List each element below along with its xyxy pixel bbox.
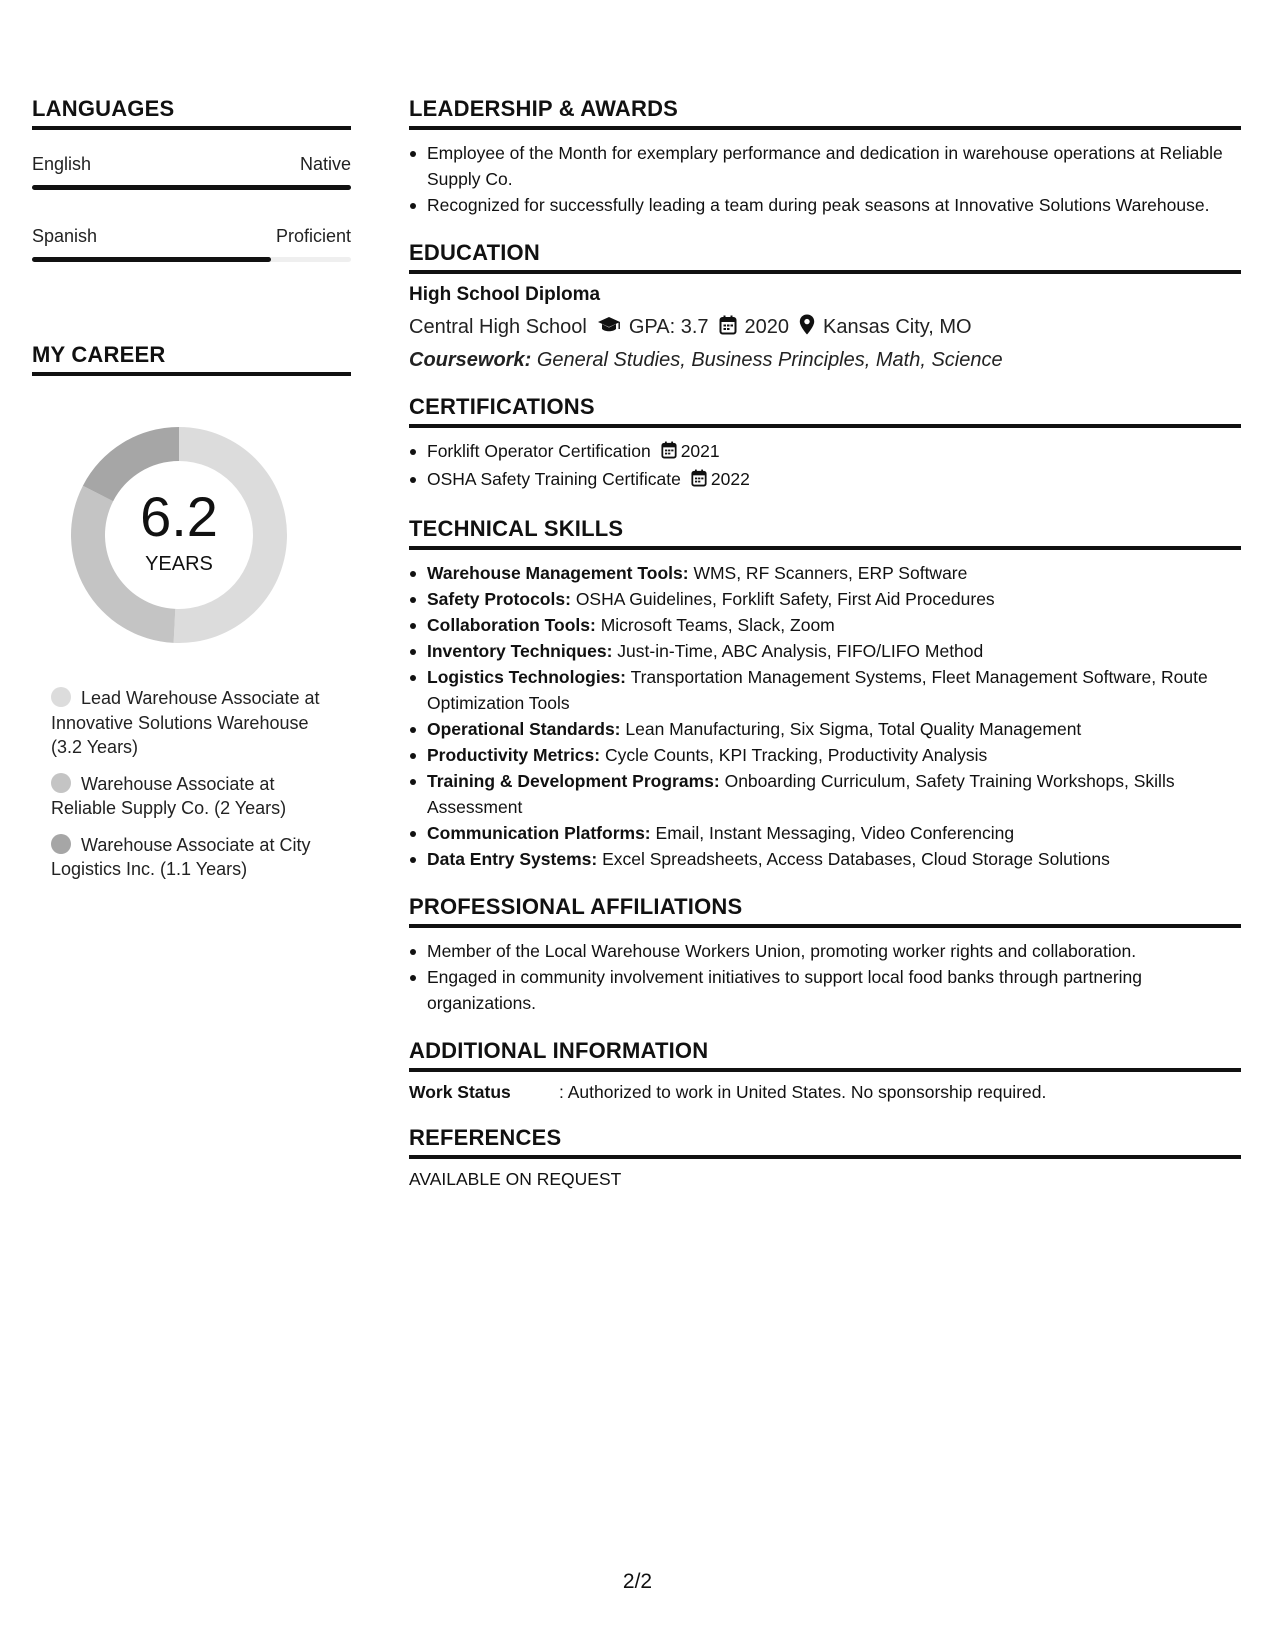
career-legend-item (51, 772, 341, 821)
skill-label: Productivity Metrics: (427, 745, 601, 765)
certifications-section (409, 394, 1241, 494)
skill-label: Inventory Techniques: (427, 641, 613, 661)
list-item (409, 612, 1241, 638)
career-legend (51, 686, 341, 882)
skills-heading: TECHNICAL SKILLS (409, 516, 1241, 550)
language-name: English (32, 154, 92, 174)
affiliations-section (409, 894, 1241, 1016)
list-item (409, 820, 1241, 846)
career-total-years: 6.2 (140, 484, 218, 548)
legend-dot (51, 687, 71, 707)
list-item (409, 716, 1241, 742)
work-status-value: : Authorized to work in United States. No sponsorship required. (559, 1082, 1047, 1102)
graduation-cap-icon (597, 316, 621, 340)
list-item (409, 560, 1241, 586)
skill-label: Communication Platforms: (427, 823, 651, 843)
skill-label: Data Entry Systems: (427, 849, 598, 869)
career-heading: MY CAREER (32, 342, 351, 376)
skill-label: Safety Protocols: (427, 589, 571, 609)
legend-label: Warehouse Associate at City Logistics Inc. (1.1 Years) (51, 834, 311, 879)
language-item (32, 226, 351, 262)
education-section (409, 240, 1241, 372)
skill-text: Just-in-Time, ABC Analysis, FIFO/LIFO Method (617, 641, 984, 661)
left-column (32, 96, 351, 894)
skill-label: Training & Development Programs: (427, 771, 720, 791)
education-school: Central High School (409, 316, 587, 338)
skill-text: Transportation Management Systems, Fleet Management Software, Route Optimization Tools (427, 667, 1208, 713)
legend-dot (51, 773, 71, 793)
education-heading: EDUCATION (409, 240, 1241, 274)
language-bar-fill (32, 185, 351, 190)
list-item: Employee of the Month for exemplary performance and dedication in warehouse operations at Reliable Supply Co. (409, 140, 1241, 192)
coursework-label: Coursework: (409, 349, 532, 371)
right-column (409, 96, 1241, 1212)
work-status-row (409, 1082, 1241, 1103)
language-bar-fill (32, 257, 271, 262)
skill-text: OSHA Guidelines, Forklift Safety, First Aid Procedures (575, 589, 995, 609)
work-status-label: Work Status (409, 1082, 511, 1102)
additional-heading: ADDITIONAL INFORMATION (409, 1038, 1241, 1072)
certifications-heading: CERTIFICATIONS (409, 394, 1241, 428)
career-legend-item (51, 686, 341, 760)
education-gpa: GPA: 3.7 (628, 316, 709, 338)
skill-label: Warehouse Management Tools: (427, 563, 689, 583)
language-bar (32, 185, 351, 190)
skill-text: Microsoft Teams, Slack, Zoom (600, 615, 835, 635)
list-item (409, 638, 1241, 664)
additional-section (409, 1038, 1241, 1103)
page-number: 2/2 (622, 1570, 653, 1593)
certification-name: Forklift Operator Certification (427, 441, 651, 461)
list-item (409, 846, 1241, 872)
language-name: Spanish (32, 226, 98, 246)
skill-text: Cycle Counts, KPI Tracking, Productivity Analysis (604, 745, 988, 765)
calendar-icon (691, 468, 707, 494)
list-item (409, 438, 1241, 466)
references-heading: REFERENCES (409, 1125, 1241, 1159)
calendar-icon (719, 315, 737, 341)
skill-label: Operational Standards: (427, 719, 621, 739)
legend-label: Lead Warehouse Associate at Innovative Solutions Warehouse (3.2 Years) (51, 688, 320, 757)
language-level: Native (299, 154, 351, 174)
education-coursework (409, 349, 1241, 372)
affiliations-heading: PROFESSIONAL AFFILIATIONS (409, 894, 1241, 928)
leadership-heading: LEADERSHIP & AWARDS (409, 96, 1241, 130)
career-total-unit: YEARS (145, 552, 213, 575)
education-degree: High School Diploma (409, 284, 601, 305)
list-item (409, 742, 1241, 768)
legend-dot (51, 834, 71, 854)
skill-text: Lean Manufacturing, Six Sigma, Total Quality Management (625, 719, 1082, 739)
skill-label: Collaboration Tools: (427, 615, 596, 635)
career-legend-item (51, 833, 341, 882)
references-section (409, 1125, 1241, 1190)
education-year: 2020 (744, 316, 790, 338)
list-item (409, 768, 1241, 820)
education-details (409, 314, 1241, 341)
list-item: Recognized for successfully leading a team during peak seasons at Innovative Solutions Warehouse. (409, 192, 1241, 218)
list-item: Member of the Local Warehouse Workers Union, promoting worker rights and collaboration. (409, 938, 1241, 964)
skill-label: Logistics Technologies: (427, 667, 627, 687)
skill-text: WMS, RF Scanners, ERP Software (693, 563, 968, 583)
skill-text: Onboarding Curriculum, Safety Training Workshops, Skills Assessment (427, 771, 1175, 817)
calendar-icon (661, 440, 677, 466)
coursework-text: General Studies, Business Principles, Math, Science (536, 349, 1003, 371)
certification-year: 2021 (680, 441, 720, 461)
list-item: Engaged in community involvement initiatives to support local food banks through partnering organizations. (409, 964, 1241, 1016)
leadership-section (409, 96, 1241, 218)
education-location: Kansas City, MO (823, 316, 972, 338)
certification-name: OSHA Safety Training Certificate (427, 469, 681, 489)
skill-text: Email, Instant Messaging, Video Conferencing (655, 823, 1015, 843)
language-bar (32, 257, 351, 262)
languages-heading: LANGUAGES (32, 96, 351, 130)
language-level: Proficient (275, 226, 351, 246)
list-item (409, 586, 1241, 612)
list-item (409, 664, 1241, 716)
list-item (409, 466, 1241, 494)
map-pin-icon (799, 314, 815, 341)
legend-label: Warehouse Associate at Reliable Supply Co. (2 Years) (51, 773, 287, 818)
skill-text: Excel Spreadsheets, Access Databases, Cloud Storage Solutions (602, 849, 1110, 869)
certification-year: 2022 (710, 469, 750, 489)
references-text: AVAILABLE ON REQUEST (409, 1169, 622, 1189)
career-donut-chart (64, 420, 294, 650)
skills-section (409, 516, 1241, 872)
language-item (32, 154, 351, 190)
